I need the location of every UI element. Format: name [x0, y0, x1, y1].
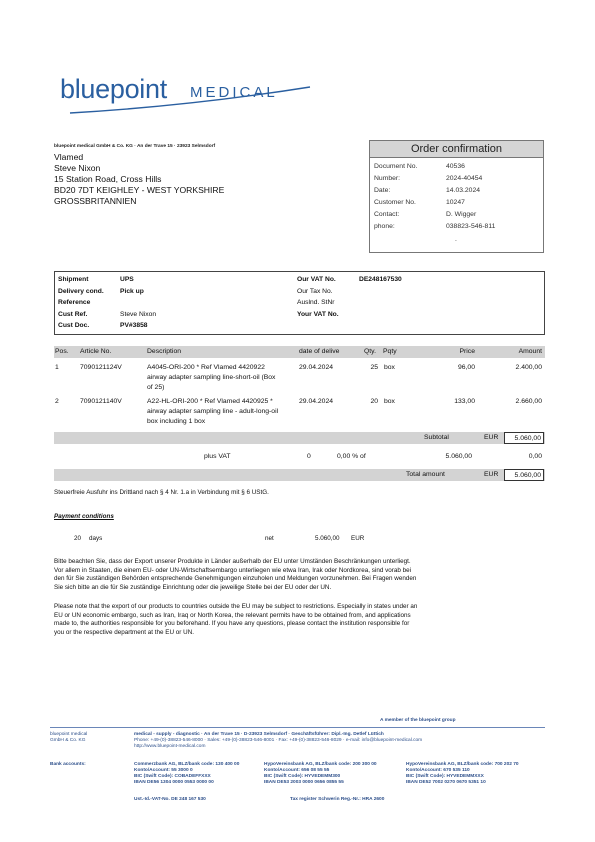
sender-line: bluepoint medical GmbH & Co. KG · An der Trave 15 · 23923 Selmsdorf [54, 144, 216, 149]
recipient-line: Steve Nixon [54, 163, 101, 173]
info-label: Cust Ref. [58, 310, 88, 318]
total-value: 5.060,00 [504, 469, 544, 481]
payment-days-label: days [89, 535, 103, 542]
recipient-line: 15 Station Road, Cross Hills [54, 174, 162, 184]
bank-line: Commerzbank AG, BLZ/bank code: 130 400 00 [134, 762, 240, 767]
info-label: Our Tax No. [297, 287, 333, 295]
info-label: Delivery cond. [58, 287, 104, 295]
col-qty: Qty. [364, 348, 376, 355]
bank-line: HypoVereinsbank AG, BLZ/bank code: 200 300 00 [264, 762, 377, 767]
info-label: Our VAT No. [297, 276, 336, 283]
order-date: 14.03.2024 [446, 187, 481, 195]
footer-contact [134, 732, 422, 750]
export-note-de [54, 558, 545, 592]
bank-line: IBAN DE56 1304 0000 0553 0000 00 [134, 780, 214, 785]
payment-heading: Payment conditions [54, 513, 114, 520]
recipient-address [54, 152, 224, 207]
tax-note: Steuerfreie Ausfuhr ins Drittland nach § 4 Nr. 1.a in Verbindung mit § 6 UStG. [54, 489, 269, 496]
payment-row [54, 535, 545, 545]
table-row [54, 363, 545, 395]
row-unit: box [384, 364, 395, 371]
col-date: date of delive [299, 348, 340, 355]
row-pos: 2 [55, 398, 59, 405]
row-pos: 1 [55, 364, 59, 371]
vat-rate: 0,00 % of [337, 453, 366, 460]
vat-amount: 0,00 [528, 453, 542, 460]
export-note-en [54, 603, 545, 637]
paragraph-line: Please note that the export of our products to countries outside the EU may be subject to restrictions. Especially in states under an [54, 603, 418, 610]
order-label: Contact: [374, 211, 400, 219]
shipment-value: UPS [120, 276, 134, 283]
bank-label: Bank accounts: [50, 762, 86, 767]
bank-line: Konto/Account: 656 08 55 55 [264, 768, 330, 773]
bank-line: BIC (Swift Code): HYVEDEMM300 [264, 774, 341, 779]
order-label: Customer No. [374, 199, 416, 207]
cust-ref-value: Steve Nixon [120, 310, 157, 318]
bank-line: Konto/Account: 670 535 110 [406, 768, 470, 773]
col-description: Description [147, 348, 181, 355]
total-label: Total amount [406, 471, 445, 478]
order-title: Order confirmation [370, 141, 543, 158]
footer-phones: Phone: +49-(0)-38823-546-8000 · Sales: +49-(0)-38823-546-8001 · Fax: +49-(0)-38823-546-8029 · e-mail: info@bluepoint-medical.com [134, 738, 423, 743]
col-price: Price [459, 348, 475, 355]
info-label: Shipment [58, 276, 89, 283]
cust-doc-value: PV#3858 [120, 322, 148, 329]
subtotal-value: 5.060,00 [504, 432, 544, 444]
vat-label: plus VAT [204, 453, 231, 460]
logo-brand: bluepoint [60, 74, 167, 104]
subtotal-currency: EUR [484, 434, 499, 441]
footer-web-link[interactable]: http://www.bluepoint-medical.com [134, 744, 206, 749]
footer-company [50, 732, 87, 744]
paragraph-line: Bitte beachten Sie, dass der Export unserer Produkte in Länder außerhalb der EU unter Umständen Beschränkungen unterliegt. [54, 558, 411, 565]
order-label: phone: [374, 223, 395, 231]
row-article: 7090121124V [80, 364, 122, 371]
vat-code: 0 [307, 453, 311, 460]
row-date: 29.04.2024 [299, 398, 334, 405]
bank-line: BIC (Swift Code): COBADEFFXXX [134, 774, 211, 779]
paragraph-line: made to, the authorities responsible for you beforehand. If you have any questions, please contact the institution responsible for [54, 620, 410, 628]
info-label: Reference [58, 299, 91, 306]
paragraph-line: Sie sich bitte an die für Sie zuständige Einrichtung oder die jeweilige Stelle bei der EU oder der UN. [54, 583, 332, 591]
group-member-note: A member of the bluepoint group [380, 718, 456, 723]
logo-swoosh-icon [60, 70, 340, 120]
footer-address: medical - supply - diagnostic · An der Trave 15 · D-23923 Selmsdorf · Geschäftsführer: Dipl.-Ing. Detlef Lüttich [134, 732, 384, 737]
vat-row [54, 452, 545, 464]
document-number: 40536 [446, 163, 465, 170]
subtotal-label: Subtotal [424, 434, 449, 441]
order-label: Number: [374, 175, 401, 183]
row-description: airway adapter sampling line-short-oil (Box [147, 374, 276, 381]
total-currency: EUR [484, 471, 499, 478]
row-amount: 2.660,00 [515, 398, 542, 405]
row-date: 29.04.2024 [299, 364, 334, 371]
row-price: 133,00 [454, 398, 475, 405]
order-label: Date: [374, 187, 391, 195]
info-label: Auslnd. StNr [297, 299, 335, 306]
bank-line: IBAN DE52 7002 0270 0670 5351 10 [406, 780, 486, 785]
row-price: 96,00 [457, 364, 475, 371]
row-description: of 25) [147, 384, 165, 391]
payment-currency: EUR [351, 535, 365, 542]
order-dot: . [455, 235, 457, 243]
company-line: GmbH & Co. KG [50, 738, 86, 743]
row-article: 7090121140V [80, 398, 122, 405]
company-logo [60, 70, 340, 120]
row-amount: 2.400,00 [515, 364, 542, 371]
bank-line: Konto/Account: 55 3000 0 [134, 768, 193, 773]
row-description: airway adapter sampling line - adult-long-oil [147, 408, 279, 415]
payment-days: 20 [74, 535, 82, 542]
total-bar [54, 469, 545, 481]
order-confirmation-box [369, 140, 544, 253]
info-label: Your VAT No. [297, 310, 339, 318]
col-pos: Pos. [55, 348, 69, 355]
row-description: A4045-ORI-200 * Ref Vlamed 4420922 [147, 364, 265, 371]
row-qty: 20 [370, 398, 378, 405]
footer-rule [50, 727, 545, 728]
bank-line: BIC (Swift Code): HYVEDEMMXXX [406, 774, 484, 779]
table-row [54, 397, 545, 429]
row-qty: 25 [370, 364, 378, 371]
recipient-line: GROSSBRITANNIEN [54, 196, 137, 206]
tax-register: Tax register Schwerin Reg.-Nr.: HRA 2600 [290, 797, 385, 802]
our-vat-value: DE248167530 [359, 276, 402, 283]
contact-phone: 038823-546-811 [446, 223, 496, 231]
vat-id: Ust.-Id.-VAT-No. DE 248 167 530 [134, 797, 206, 802]
company-line: bluepoint medical [50, 732, 88, 737]
info-label: Cust Doc. [58, 322, 90, 329]
delivery-value: Pick up [120, 287, 144, 295]
table-header [54, 346, 545, 358]
order-number: 2024-40454 [446, 175, 483, 183]
bank-line: HypoVereinsbank AG, BLZ/bank code: 700 202 70 [406, 762, 519, 767]
bank-commerzbank [134, 762, 239, 786]
vat-base: 5.060,00 [445, 453, 472, 460]
paragraph-line: den für Sie zuständigen Behörden entsprechende Genehmigungen einzuholen und Meldungen vorzunehmen. Bei Fragen wenden [54, 575, 417, 583]
recipient-line: Vlamed [54, 152, 84, 162]
contact-name: D. Wigger [446, 211, 477, 219]
row-description: A22-HL-ORI-200 * Ref Vlamed 4420925 * [147, 398, 273, 405]
row-description: box including 1 box [147, 418, 206, 425]
subtotal-bar [54, 432, 545, 444]
row-unit: box [384, 398, 395, 405]
col-article: Article No. [80, 348, 112, 355]
bank-hypo-1 [264, 762, 377, 786]
reference-value [120, 297, 156, 309]
paragraph-line: Vor allem in Staaten, die einem EU- oder UN-Wirtschaftsembargo unterliegen wie etwa Iran, Irak oder Nordkorea, sind vorab bei [54, 566, 411, 574]
bank-hypo-2 [406, 762, 519, 786]
customer-number: 10247 [446, 199, 465, 207]
paragraph-line: EU or UN economic embargo, such as Iran, Iraq or North Korea, the relevant permits have to be obtained from, and applications [54, 611, 411, 619]
payment-amount: 5.060,00 [315, 535, 340, 542]
logo-sub: MEDICAL [190, 84, 278, 101]
recipient-line: BD20 7DT KEIGHLEY - WEST YORKSHIRE [54, 185, 225, 195]
paragraph-line: you or the respective department at the EU or UN. [54, 628, 194, 636]
order-label: Document No. [374, 163, 418, 170]
bank-line: IBAN DE53 2003 0000 0656 0855 55 [264, 780, 344, 785]
col-pqty: Pqty [383, 348, 397, 355]
shipment-info-box [54, 271, 545, 335]
payment-net: net [265, 535, 274, 542]
col-amount: Amount [518, 348, 542, 355]
